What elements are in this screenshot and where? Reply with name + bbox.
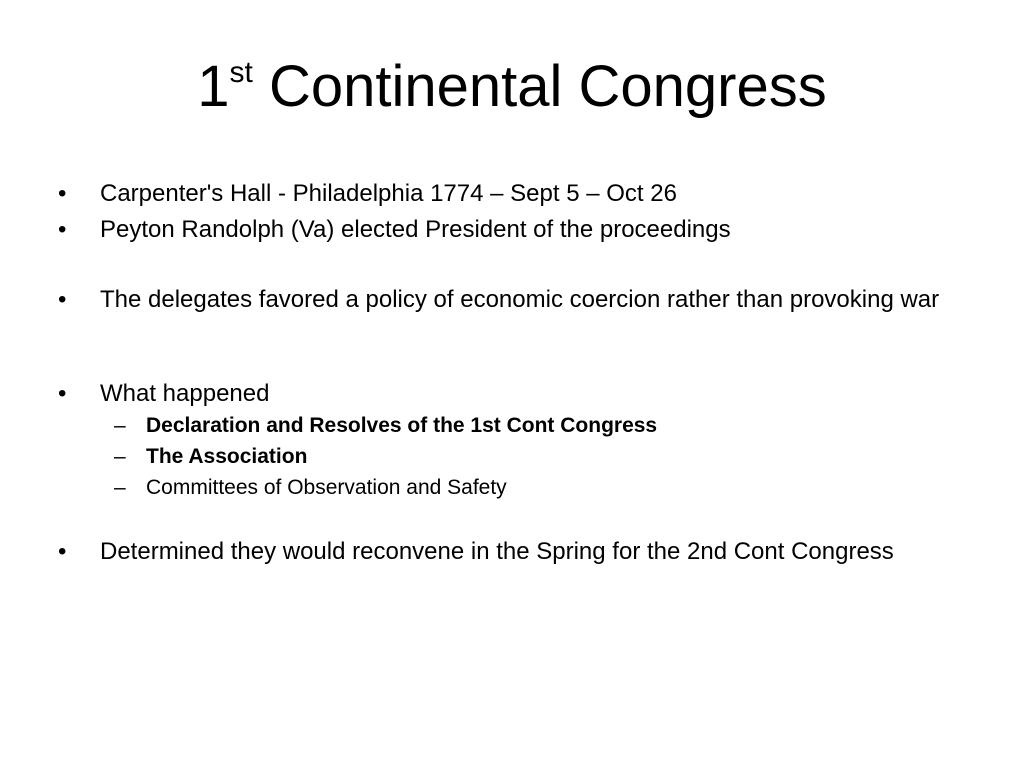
sub-bullet-item [114,413,657,439]
bullet-marker: • [58,286,67,313]
title-main: 1 [197,54,230,119]
bullet-item [58,380,940,408]
sub-bullet-text: Declaration and Resolves of the 1st Cont Congress [146,414,658,437]
bullet-item [58,286,940,314]
sub-bullet-text: Committees of Observation and Safety [146,476,507,499]
sub-bullet-marker: – [114,476,126,499]
bullet-marker: • [58,216,67,243]
bullet-item [58,180,940,208]
bullet-text: Carpenter's Hall - Philadelphia 1774 – Sept 5 – Oct 26 [100,180,677,207]
bullet-item [58,216,940,244]
title-superscript: st [229,55,253,89]
bullet-marker: • [58,538,67,565]
bullet-text: Determined they would reconvene in the Spring for the 2nd Cont Congress [100,538,894,565]
sub-bullet-text: The Association [146,445,308,468]
bullet-text: Peyton Randolph (Va) elected President of the proceedings [100,216,731,243]
bullet-item [58,538,940,566]
slide-title [0,54,1024,119]
sub-bullet-item [114,475,507,501]
sub-bullet-marker: – [114,414,126,437]
title-rest: Continental Congress [252,54,827,119]
sub-bullet-item [114,444,307,470]
bullet-marker: • [58,380,67,407]
bullet-marker: • [58,180,67,207]
sub-bullet-marker: – [114,445,126,468]
bullet-text: What happened [100,380,270,407]
bullet-text: The delegates favored a policy of economic coercion rather than provoking war [100,286,940,313]
